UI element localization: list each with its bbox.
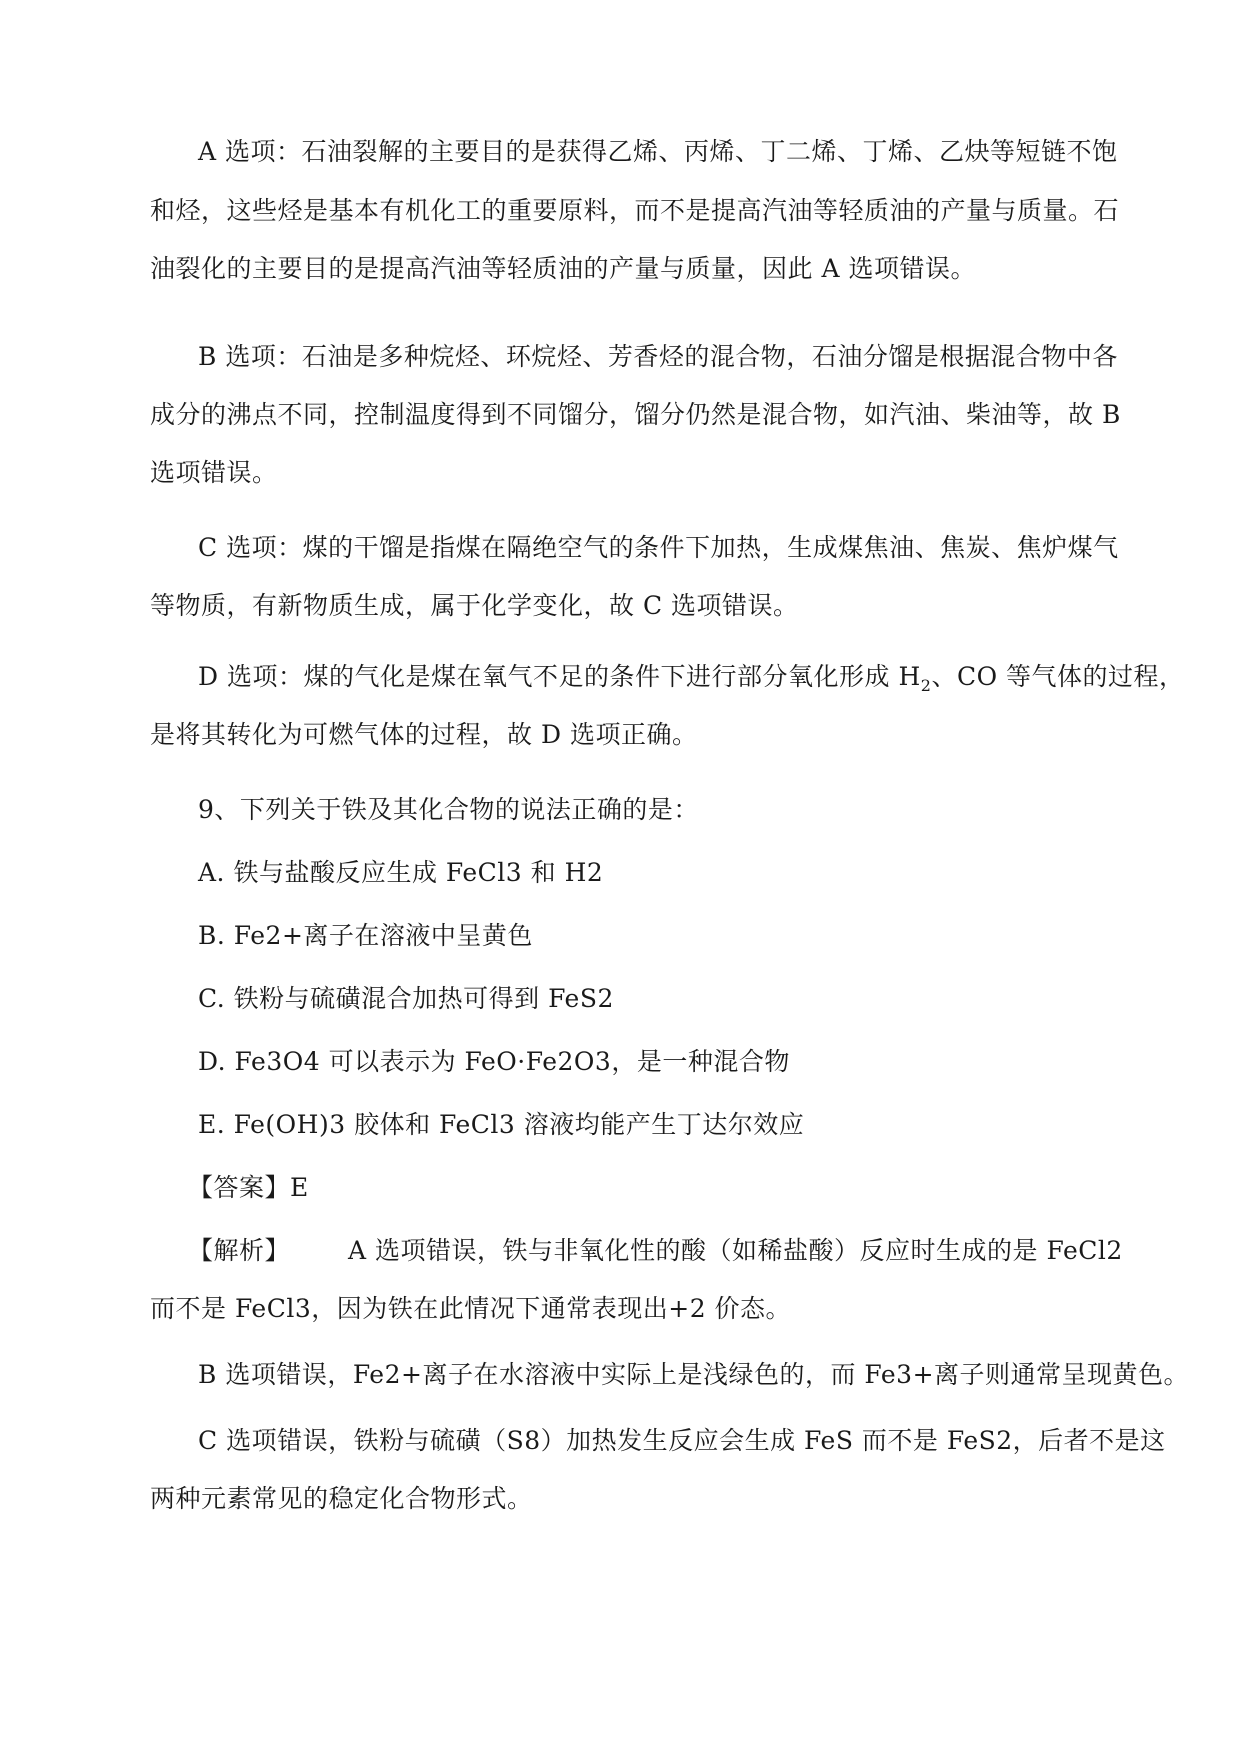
question-option-b: B. Fe2+离子在溶液中呈黄色 — [198, 921, 533, 950]
d-option-subscript: 2 — [920, 676, 932, 695]
b-option-line-2: 成分的沸点不同，控制温度得到不同馏分，馏分仍然是混合物，如汽油、柴油等，故 B — [150, 400, 1121, 429]
c-option-line-1: C 选项：煤的干馏是指煤在隔绝空气的条件下加热，生成煤焦油、焦炭、焦炉煤气 — [198, 533, 1119, 562]
analysis-c-line-2: 两种元素常见的稳定化合物形式。 — [150, 1484, 533, 1513]
d-option-text-pre: D 选项：煤的气化是煤在氧气不足的条件下进行部分氧化形成 H — [198, 662, 921, 691]
a-option-line-3: 油裂化的主要目的是提高汽油等轻质油的产量与质量，因此 A 选项错误。 — [150, 254, 976, 283]
d-option-text-post: 、CO 等气体的过程， — [931, 662, 1185, 691]
a-option-line-1: A 选项：石油裂解的主要目的是获得乙烯、丙烯、丁二烯、丁烯、乙炔等短链不饱 — [198, 137, 1118, 166]
question-option-a: A. 铁与盐酸反应生成 FeCl3 和 H2 — [198, 858, 604, 887]
analysis-label: 【解析】 — [188, 1236, 291, 1265]
question-option-e: E. Fe(OH)3 胶体和 FeCl3 溶液均能产生丁达尔效应 — [198, 1110, 805, 1139]
question-option-d: D. Fe3O4 可以表示为 FeO·Fe2O3，是一种混合物 — [198, 1047, 790, 1076]
analysis-line-2: 而不是 FeCl3，因为铁在此情况下通常表现出+2 价态。 — [150, 1294, 792, 1323]
b-option-line-1: B 选项：石油是多种烷烃、环烷烃、芳香烃的混合物，石油分馏是根据混合物中各 — [198, 342, 1118, 371]
c-option-line-2: 等物质，有新物质生成，属于化学变化，故 C 选项错误。 — [150, 591, 799, 620]
analysis-line-1 — [188, 1235, 1123, 1267]
d-option-line-2: 是将其转化为可燃气体的过程，故 D 选项正确。 — [150, 720, 698, 749]
analysis-text-1: A 选项错误，铁与非氧化性的酸（如稀盐酸）反应时生成的是 FeCl2 — [348, 1236, 1123, 1265]
analysis-c-line-1: C 选项错误，铁粉与硫磺（S8）加热发生反应会生成 FeS 而不是 FeS2，后者不是这 — [198, 1426, 1166, 1455]
d-option-line-1 — [198, 661, 1185, 693]
analysis-b-line: B 选项错误，Fe2+离子在水溶液中实际上是浅绿色的，而 Fe3+离子则通常呈现黄色。 — [198, 1360, 1190, 1389]
b-option-line-3: 选项错误。 — [150, 458, 278, 487]
question-stem: 9、下列关于铁及其化合物的说法正确的是： — [198, 795, 699, 824]
question-option-c: C. 铁粉与硫磺混合加热可得到 FeS2 — [198, 984, 614, 1013]
answer-label: 【答案】E — [188, 1173, 309, 1202]
a-option-line-2: 和烃，这些烃是基本有机化工的重要原料，而不是提高汽油等轻质油的产量与质量。石 — [150, 196, 1120, 225]
